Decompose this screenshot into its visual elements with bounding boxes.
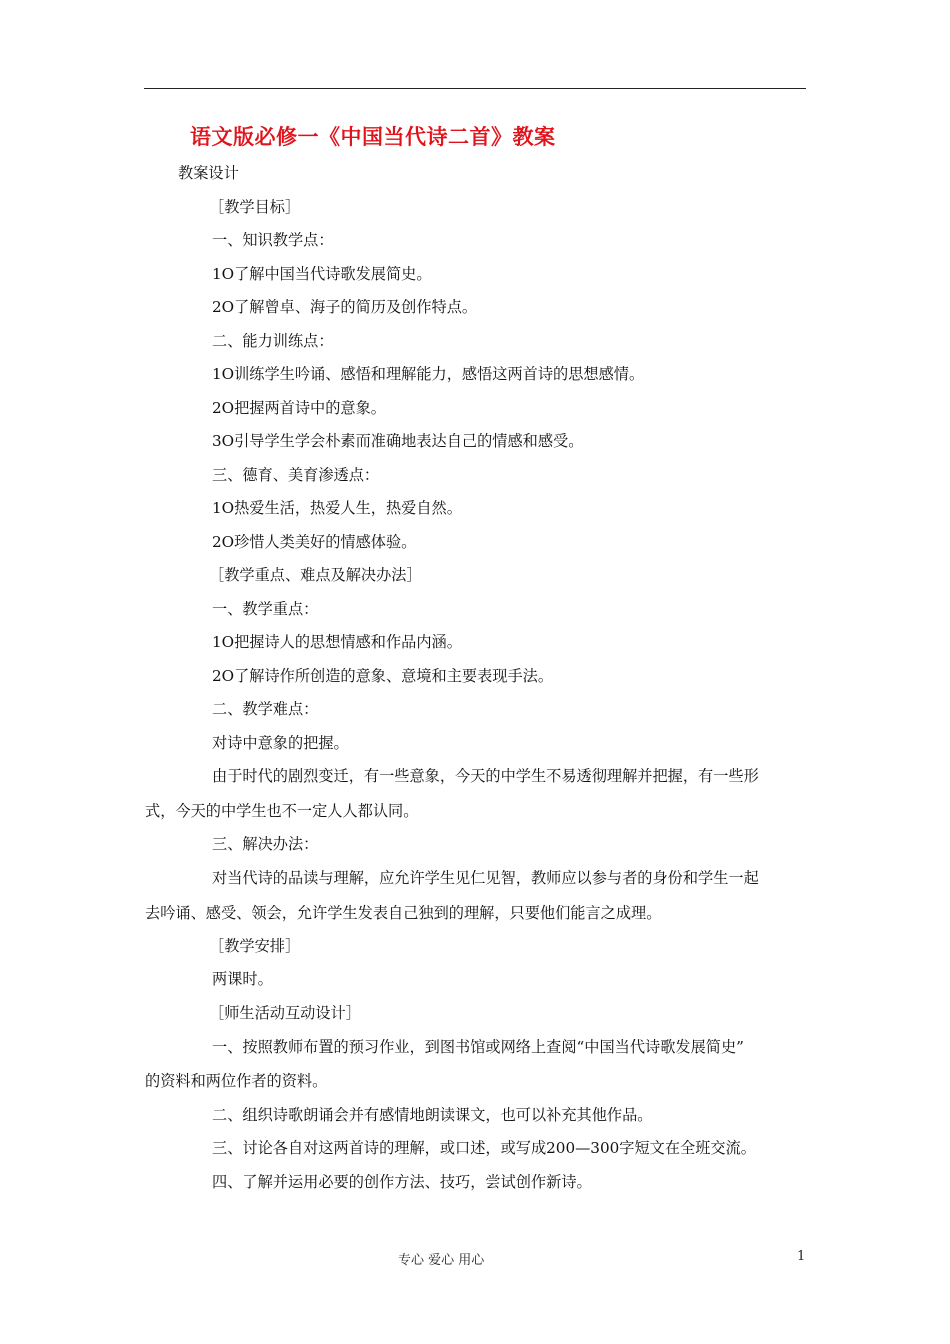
list-item: 1O了解中国当代诗歌发展简史。 bbox=[212, 265, 432, 283]
section-heading: ［教学重点、难点及解决办法］ bbox=[209, 566, 422, 584]
subheading: 一、教学重点： bbox=[212, 600, 319, 618]
section-heading: ［教学安排］ bbox=[209, 937, 301, 955]
subheading: 三、解决办法： bbox=[212, 835, 319, 853]
section-heading: ［教学目标］ bbox=[209, 198, 301, 216]
list-item: 3O引导学生学会朴素而准确地表达自己的情感和感受。 bbox=[212, 432, 584, 450]
document-title: 语文版必修一《中国当代诗二首》教案 bbox=[190, 124, 556, 149]
paragraph-line: 去吟诵、感受、领会，允许学生发表自己独到的理解，只要他们能言之成理。 bbox=[145, 904, 662, 922]
subheading: 三、德育、美育渗透点： bbox=[212, 466, 380, 484]
paragraph-line: 三、讨论各自对这两首诗的理解，或口述，或写成200—300字短文在全班交流。 bbox=[212, 1139, 756, 1157]
list-item: 1O热爱生活，热爱人生，热爱自然。 bbox=[212, 499, 462, 517]
subheading: 一、知识教学点： bbox=[212, 231, 334, 249]
paragraph-line: 的资料和两位作者的资料。 bbox=[145, 1072, 328, 1090]
paragraph-line: 两课时。 bbox=[212, 970, 273, 988]
list-item: 2O了解曾卓、海子的简历及创作特点。 bbox=[212, 298, 478, 316]
paragraph-line: 一、按照教师布置的预习作业，到图书馆或网络上查阅“中国当代诗歌发展简史” bbox=[212, 1038, 744, 1056]
section-label: 教案设计 bbox=[178, 164, 239, 182]
paragraph-line: 四、了解并运用必要的创作方法、技巧，尝试创作新诗。 bbox=[212, 1173, 592, 1191]
subheading: 二、教学难点： bbox=[212, 700, 319, 718]
paragraph-line: 由于时代的剧烈变迁，有一些意象，今天的中学生不易透彻理解并把握，有一些形 bbox=[212, 767, 759, 785]
page-number: 1 bbox=[797, 1249, 806, 1264]
list-item: 1O把握诗人的思想情感和作品内涵。 bbox=[212, 633, 462, 651]
paragraph-line: 二、组织诗歌朗诵会并有感情地朗读课文，也可以补充其他作品。 bbox=[212, 1106, 653, 1124]
section-heading: ［师生活动互动设计］ bbox=[209, 1004, 361, 1022]
list-item: 2O把握两首诗中的意象。 bbox=[212, 399, 386, 417]
list-item: 1O训练学生吟诵、感悟和理解能力，感悟这两首诗的思想感情。 bbox=[212, 365, 645, 383]
paragraph-line: 对诗中意象的把握。 bbox=[212, 734, 349, 752]
header-rule bbox=[144, 88, 806, 89]
subheading: 二、能力训练点： bbox=[212, 332, 334, 350]
footer-motto: 专心 爱心 用心 bbox=[398, 1253, 485, 1268]
list-item: 2O珍惜人类美好的情感体验。 bbox=[212, 533, 417, 551]
list-item: 2O了解诗作所创造的意象、意境和主要表现手法。 bbox=[212, 667, 554, 685]
paragraph-line: 式，今天的中学生也不一定人人都认同。 bbox=[145, 802, 419, 820]
paragraph-line: 对当代诗的品读与理解，应允许学生见仁见智，教师应以参与者的身份和学生一起 bbox=[212, 869, 759, 887]
